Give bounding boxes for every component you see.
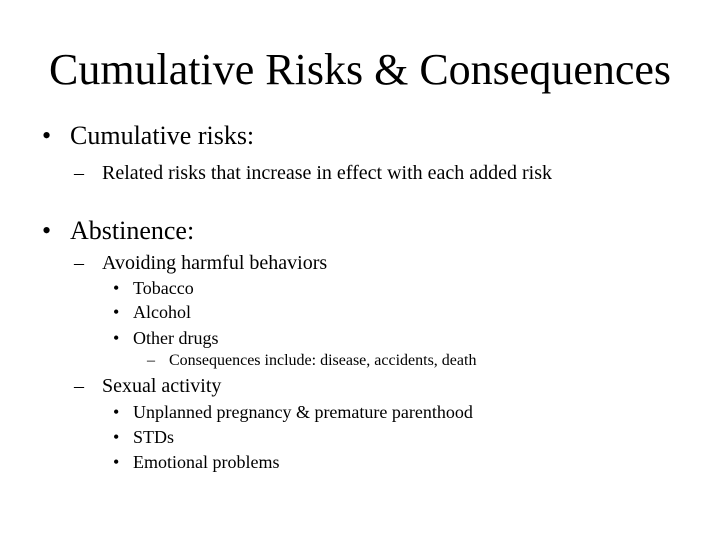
list-item [0,400,720,424]
list-item [0,300,720,324]
list-item [0,276,720,300]
list-item-text: STDs [133,427,175,447]
sub-item-harmful-behaviors [0,250,720,276]
sub-note-consequences [0,351,720,371]
list-item [0,326,720,350]
list-item [0,425,720,449]
bullet-dot-icon: • [113,328,120,348]
list-item-text: Alcohol [133,302,191,322]
sub-item-cumulative-definition [0,160,720,186]
sub-item-sexual-activity [0,373,720,399]
sexual-activity-text: Sexual activity [102,375,222,397]
dash-icon: – [74,375,84,397]
bullet-dot-icon: • [113,302,120,322]
dash-icon: – [147,352,155,369]
heading-abstinence: Abstinence: [70,216,195,245]
list-item-text: Other drugs [133,328,219,348]
harmful-behaviors-text: Avoiding harmful behaviors [102,252,328,274]
list-item-text: Unplanned pregnancy & premature parenthood [133,402,473,422]
bullet-dot-icon: • [42,216,52,245]
bullet-dot-icon: • [113,402,120,422]
bullet-item-abstinence [0,215,720,247]
dash-icon: – [74,162,84,184]
list-item-text: Tobacco [133,278,194,298]
cumulative-definition-text: Related risks that increase in effect with each added risk [102,162,553,184]
consequences-text: Consequences include: disease, accidents, death [169,352,477,369]
bullet-dot-icon: • [113,278,120,298]
list-item [0,450,720,474]
list-item-text: Emotional problems [133,452,280,472]
slide-title: Cumulative Risks & Consequences [48,45,672,94]
bullet-dot-icon: • [113,427,120,447]
bullet-item-cumulative-risks [0,120,720,152]
heading-cumulative-risks: Cumulative risks: [70,121,255,150]
dash-icon: – [74,252,84,274]
bullet-dot-icon: • [42,121,52,150]
bullet-dot-icon: • [113,452,120,472]
